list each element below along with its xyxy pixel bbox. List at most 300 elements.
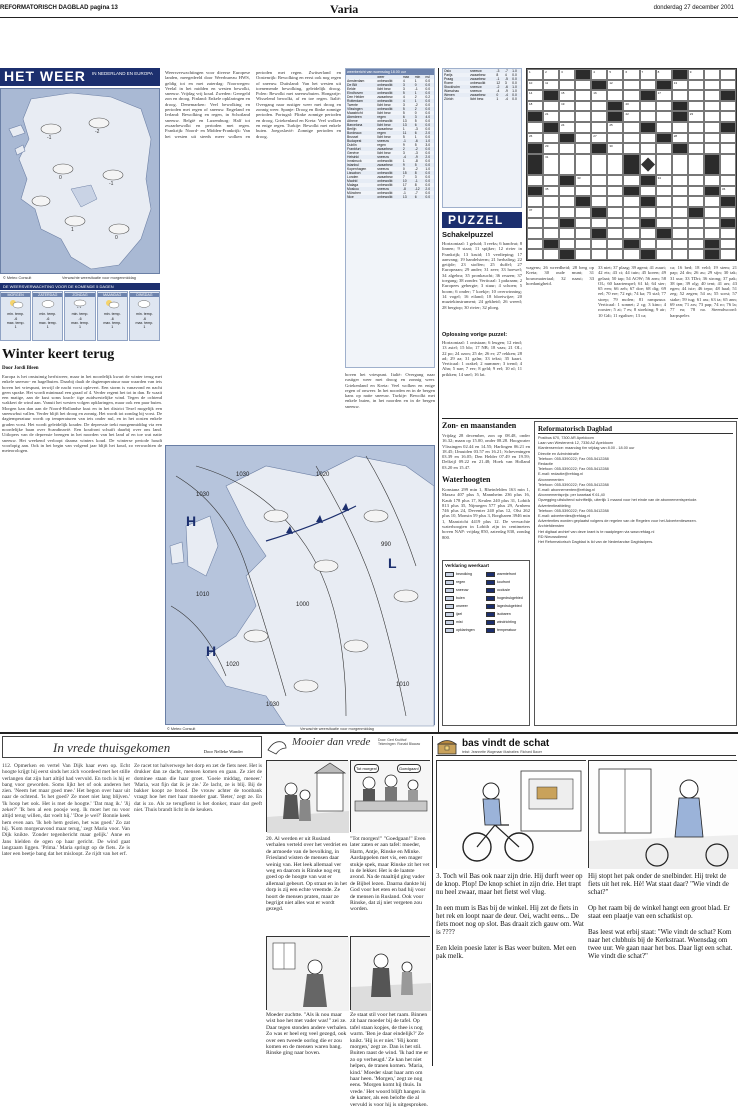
weather-table-continued xyxy=(442,68,522,208)
crossword-cell[interactable] xyxy=(720,175,736,186)
crossword-cell[interactable] xyxy=(672,154,688,175)
table-cell: regen xyxy=(377,115,386,119)
cell-number: 20 xyxy=(625,101,629,106)
crossword-cell[interactable] xyxy=(623,218,639,229)
crossword-cell[interactable] xyxy=(672,186,688,197)
crossword-cell[interactable] xyxy=(720,249,736,260)
crossword-cell[interactable] xyxy=(688,90,704,101)
crossword-cell[interactable] xyxy=(591,249,607,260)
cell-number: 6 xyxy=(625,70,628,74)
crossword-cell[interactable] xyxy=(688,69,704,80)
crossword-cell[interactable] xyxy=(607,218,623,229)
legend-label: bewolking xyxy=(456,572,472,576)
comic-caption: "Tot morgen!" "Goedgaan!" Even later zaten er aan tafel: moeder, Harm, Antje, Rinske en Minke. Aardappelen met vis, een mager stukje spek, maar Rinske zit het vet in de lekker. Het is de laatste avond. Na de maaltijd ging vader de Bijbel lezen. Daarna dankte hij God voor het eten en bad hij voor de mensen in Rusland. Ook voor Rinske, dat zij niet vergeten zou worden. xyxy=(350,836,430,913)
table-cell: 3 xyxy=(402,103,405,107)
table-cell: 1 xyxy=(414,91,417,95)
table-cell: sneeuw xyxy=(470,69,482,73)
crossword-cell[interactable] xyxy=(623,101,639,112)
forecast-min-label: min. temp. xyxy=(7,312,24,317)
crossword-cell[interactable] xyxy=(591,101,607,112)
crossword-cell[interactable] xyxy=(559,228,575,239)
crossword-cell[interactable] xyxy=(559,90,575,101)
crossword-block xyxy=(704,154,720,175)
table-cell: onbewolkt xyxy=(377,83,393,87)
crossword-cell[interactable] xyxy=(688,239,704,250)
table-cell: 0.0 xyxy=(425,171,431,175)
table-cell: Twente xyxy=(347,103,358,107)
crossword-cell[interactable] xyxy=(623,228,639,239)
crossword-cell[interactable] xyxy=(607,154,623,175)
dove-icon xyxy=(266,736,288,758)
crossword-cell[interactable] xyxy=(591,133,607,144)
crossword-cell[interactable] xyxy=(656,111,672,122)
table-cell: licht bew. xyxy=(377,111,392,115)
crossword-cell[interactable] xyxy=(543,228,559,239)
crossword-cell[interactable] xyxy=(688,111,704,122)
table-cell: Brussel xyxy=(347,135,359,139)
crossword-cell[interactable] xyxy=(672,196,688,207)
legend-label: buien xyxy=(456,596,465,600)
crossword-cell[interactable] xyxy=(575,218,591,229)
crossword-cell[interactable] xyxy=(607,249,623,260)
crossword-cell[interactable] xyxy=(688,175,704,186)
crossword-cell[interactable] xyxy=(672,133,688,144)
crossword-cell[interactable] xyxy=(591,111,607,122)
table-cell: 1 xyxy=(402,127,405,131)
crossword-cell[interactable] xyxy=(688,143,704,154)
crossword-cell[interactable] xyxy=(559,111,575,122)
crossword-cell[interactable] xyxy=(672,207,688,218)
comic-panel xyxy=(350,936,430,1010)
crossword-cell[interactable] xyxy=(591,122,607,133)
table-cell: onbewolkt xyxy=(377,191,393,195)
table-cell: 0 xyxy=(414,111,417,115)
crossword-cell[interactable] xyxy=(591,154,607,175)
table-cell: zwaarbew. xyxy=(470,73,487,77)
crossword-cell[interactable] xyxy=(527,80,543,91)
colophon-line: Telefoon: 055-5390222; Fax 055-5412288 xyxy=(538,467,609,472)
crossword-block xyxy=(575,69,591,80)
crossword-cell[interactable] xyxy=(543,196,559,207)
colophon-line: E-mail: redactie@refdag.nl xyxy=(538,472,584,477)
crossword-cell[interactable] xyxy=(704,101,720,112)
crossword-cell[interactable] xyxy=(704,90,720,101)
crossword-cell[interactable] xyxy=(607,239,623,250)
table-cell: -8 xyxy=(402,187,406,191)
crossword-block xyxy=(704,249,720,260)
crossword-block xyxy=(640,90,656,101)
crossword-cell[interactable] xyxy=(543,133,559,144)
cell-number: 17 xyxy=(657,91,661,96)
crossword-cell[interactable] xyxy=(575,90,591,101)
forecast-max-label: max. temp. xyxy=(38,320,57,325)
table-cell: 1 xyxy=(414,135,417,139)
table-cell: Zürich xyxy=(444,97,454,101)
crossword-cell[interactable] xyxy=(575,239,591,250)
bas-story: Hij stopt het pak onder de snelbinder. Hij trekt de fiets uit het rek. Hè! Wat staat daar? "Wie vindt de schat?" Op het raam bij de winkel hangt een groot blad. Er staat een plaatje van een schatkist op. Bas leest wat erbij staat: "Wie vindt de schat? Kom naar het clubhuis bij de Kerkstraat. Woensdag om twee uur. We gaan naar het bos. Daar ligt een schat. Wie vindt die schat?" xyxy=(588,872,733,960)
crossword-cell[interactable] xyxy=(720,143,736,154)
table-cell: -1 xyxy=(496,77,500,81)
crossword-cell[interactable] xyxy=(543,143,559,154)
crossword-cell[interactable] xyxy=(591,90,607,101)
table-cell: 0.0 xyxy=(425,99,431,103)
crossword-cell[interactable] xyxy=(656,249,672,260)
crossword-cell[interactable] xyxy=(607,207,623,218)
forecast-min: -6 xyxy=(78,316,82,321)
legend-symbol-icon xyxy=(445,604,454,609)
crossword-cell[interactable] xyxy=(527,122,543,133)
crossword-cell[interactable] xyxy=(640,207,656,218)
crossword-cell[interactable] xyxy=(688,80,704,91)
crossword-cell[interactable] xyxy=(607,133,623,144)
crossword-cell[interactable] xyxy=(543,101,559,112)
table-cell: -3 xyxy=(496,69,500,73)
colophon-line: E-mail: abonnementen@refdag.nl xyxy=(538,488,595,493)
crossword-cell[interactable] xyxy=(656,101,672,112)
table-cell: 3 xyxy=(402,151,405,155)
crossword-cell[interactable] xyxy=(575,133,591,144)
crossword-cell[interactable] xyxy=(591,196,607,207)
crossword-cell[interactable] xyxy=(591,69,607,80)
crossword-cell[interactable] xyxy=(656,90,672,101)
crossword-cell[interactable] xyxy=(543,186,559,197)
forecast-max: 1 xyxy=(14,325,17,330)
table-cell: Kopenhagen xyxy=(347,167,367,171)
crossword-cell[interactable] xyxy=(656,154,672,175)
crossword-cell[interactable] xyxy=(527,218,543,229)
crossword-cell[interactable] xyxy=(704,69,720,80)
crossword-cell[interactable] xyxy=(591,175,607,186)
crossword-cell[interactable] xyxy=(672,249,688,260)
table-cell: regen xyxy=(377,131,386,135)
table-cell: 2.0 xyxy=(425,187,431,191)
legend-label: windrichting xyxy=(497,620,516,624)
crossword-cell[interactable] xyxy=(672,122,688,133)
crossword-cell[interactable] xyxy=(623,249,639,260)
crossword-cell[interactable] xyxy=(688,154,704,175)
crossword-block xyxy=(559,249,575,260)
crossword-cell[interactable] xyxy=(559,80,575,91)
crossword-cell[interactable] xyxy=(543,69,559,80)
speech-balloon: Goedgaan! xyxy=(399,766,419,771)
crossword-cell[interactable] xyxy=(607,186,623,197)
crossword-cell[interactable] xyxy=(623,207,639,218)
table-cell: 0.0 xyxy=(425,195,431,199)
crossword-cell[interactable] xyxy=(543,249,559,260)
legend-symbol-icon xyxy=(445,580,454,585)
colophon-line: Postbus 670, 7300 AR Apeldoorn xyxy=(538,436,594,440)
crossword-cell[interactable] xyxy=(543,175,559,186)
svg-text:-1: -1 xyxy=(47,135,52,141)
bas-illustration xyxy=(588,760,737,868)
crossword-cell[interactable] xyxy=(720,228,736,239)
crossword-block xyxy=(591,207,607,218)
crossword-cell[interactable] xyxy=(575,122,591,133)
comic-caption: Moeder zuchtte. "Als ik nou maar wist hoe het met vader was!" zei ze. Daar tegen stonden andere verhalen. Zo was er heel erg veel gezegd, ook over een tweede oorlog die er zou komen en de mensen waren bang. Rinske ging naar boven. xyxy=(266,1012,348,1057)
crossword-cell[interactable] xyxy=(559,186,575,197)
cell-number: 21 xyxy=(545,112,549,117)
legend-label: opklaringen xyxy=(456,628,475,632)
cell-number: 19 xyxy=(561,101,565,106)
table-cell: 0.0 xyxy=(425,119,431,123)
crossword-cell[interactable] xyxy=(704,143,720,154)
crossword-cell[interactable] xyxy=(575,143,591,154)
crossword-cell[interactable] xyxy=(688,218,704,229)
crossword-cell[interactable] xyxy=(559,207,575,218)
crossword-cell[interactable] xyxy=(688,228,704,239)
crossword-cell[interactable] xyxy=(591,218,607,229)
crossword-cell[interactable] xyxy=(720,101,736,112)
crossword-cell[interactable] xyxy=(527,228,543,239)
crossword-cell[interactable] xyxy=(527,249,543,260)
crossword-cell[interactable] xyxy=(704,175,720,186)
svg-text:-2: -2 xyxy=(95,129,100,135)
crossword-block xyxy=(720,196,736,207)
crossword-cell[interactable] xyxy=(559,69,575,80)
crossword-cell[interactable] xyxy=(591,186,607,197)
crossword-cell[interactable] xyxy=(607,143,623,154)
crossword-cell[interactable] xyxy=(704,111,720,122)
comic-panel xyxy=(266,760,348,832)
table-cell: Oslo xyxy=(444,69,451,73)
crossword-cell[interactable] xyxy=(527,133,543,144)
colophon xyxy=(534,421,737,726)
puzzle-solution-column: 33 niet; 37 plaag; 39 agent; 41 zuurt; 42 ets; 43 ci; 44 tuin; 45 koren; 49 gelaat; 50 tap; 54 AOW; 56 arm; 58 OL; 60 kaartenspel; 61 kl; 64 sier; 65 een; 66 zeh; 67 doe; 68 dig; 69 eel; 70 ere; 72 egt; 74 ka; 75 stal; 77 stoep; 79 molen; 81 rampzuur. Verticaal: 1 sonnet; 2 cg; 3 kino; 4 rooster; 5 ai; 7 es; 8 stoeking; 9 air; 10 Gdi; 11 egaliser; 13 ca; xyxy=(598,265,666,318)
crossword-cell[interactable] xyxy=(688,249,704,260)
crossword-cell[interactable] xyxy=(591,239,607,250)
crossword-cell[interactable] xyxy=(640,80,656,91)
cell-number: 34 xyxy=(657,176,661,181)
crossword-cell[interactable] xyxy=(527,207,543,218)
table-cell: 1.0 xyxy=(425,139,431,143)
crossword-cell[interactable] xyxy=(672,228,688,239)
crossword-cell[interactable] xyxy=(607,196,623,207)
crossword-cell[interactable] xyxy=(672,239,688,250)
table-cell: 1 xyxy=(414,99,417,103)
crossword-cell[interactable] xyxy=(575,186,591,197)
crossword-cell[interactable] xyxy=(623,175,639,186)
crossword-cell[interactable] xyxy=(720,111,736,122)
table-cell: -5 xyxy=(504,77,508,81)
crossword-block xyxy=(527,111,543,122)
crossword-cell[interactable] xyxy=(527,69,543,80)
crossword-cell[interactable] xyxy=(640,239,656,250)
colophon-line: Het Reformatorisch Dagblad is lid van de Nederlandse Dagbladpers. xyxy=(538,540,654,545)
crossword-cell[interactable] xyxy=(704,207,720,218)
crossword-cell[interactable] xyxy=(656,143,672,154)
cell-number: 35 xyxy=(545,186,549,191)
crossword-cell[interactable] xyxy=(575,101,591,112)
table-cell: -2 xyxy=(414,103,418,107)
crossword-cell[interactable] xyxy=(543,218,559,229)
crossword-cell[interactable] xyxy=(527,90,543,101)
table-cell: onbewolkt xyxy=(377,91,393,95)
crossword-cell[interactable] xyxy=(672,175,688,186)
crossword-cell[interactable] xyxy=(688,101,704,112)
table-cell: 5 xyxy=(402,107,405,111)
colophon-line: Archiefdiensten xyxy=(538,524,565,529)
crossword-cell[interactable] xyxy=(720,239,736,250)
pressure-label: 1000 xyxy=(296,602,310,608)
table-cell: 2.0 xyxy=(425,131,431,135)
crossword-cell[interactable] xyxy=(607,69,623,80)
crossword-cell[interactable] xyxy=(575,207,591,218)
cell-number: 36 xyxy=(721,186,726,191)
table-cell: 13 xyxy=(402,119,407,123)
crossword-cell[interactable] xyxy=(527,239,543,250)
crossword-cell[interactable] xyxy=(575,175,591,186)
table-cell: 5 xyxy=(402,111,405,115)
crossword-cell[interactable] xyxy=(575,228,591,239)
crossword-cell[interactable] xyxy=(559,101,575,112)
table-cell: 6 xyxy=(414,123,417,127)
crossword-cell[interactable] xyxy=(527,101,543,112)
crossword-cell[interactable] xyxy=(704,196,720,207)
crossword-cell[interactable] xyxy=(543,80,559,91)
crossword-cell[interactable] xyxy=(623,143,639,154)
crossword-cell[interactable] xyxy=(704,228,720,239)
crossword-cell[interactable] xyxy=(559,154,575,175)
crossword-cell[interactable] xyxy=(527,175,543,186)
high-pressure-label: H xyxy=(186,513,197,529)
crossword-block xyxy=(527,143,543,154)
crossword-cell[interactable] xyxy=(640,228,656,239)
crossword-cell[interactable] xyxy=(607,228,623,239)
crossword-cell[interactable] xyxy=(623,90,639,101)
svg-text:0: 0 xyxy=(59,175,62,181)
forecast-max: 1 xyxy=(79,325,81,330)
table-cell: 0.0 xyxy=(425,107,431,111)
crossword-cell[interactable] xyxy=(656,69,672,80)
crossword-cell[interactable] xyxy=(575,80,591,91)
crossword-cell[interactable] xyxy=(543,207,559,218)
cell-number: 11 xyxy=(545,80,549,85)
crossword-cell[interactable] xyxy=(559,196,575,207)
crossword-cell[interactable] xyxy=(543,154,559,175)
puzzle-clues-column: wagens; 26 wreedheid; 28 berg op Kreta; 30 oude munt; 31 bouwmateriaal; 32 naast; 33 hoedanigheid. xyxy=(526,265,594,286)
crossword-cell[interactable] xyxy=(607,90,623,101)
crossword-cell[interactable] xyxy=(688,186,704,197)
crossword-cell[interactable] xyxy=(672,218,688,229)
crossword-cell[interactable] xyxy=(656,207,672,218)
table-cell: -3 xyxy=(414,151,418,155)
comic-title: Mooier dan vrede xyxy=(292,736,371,748)
table-cell: 2 xyxy=(414,95,417,99)
crossword-cell[interactable] xyxy=(656,218,672,229)
crossword-cell[interactable] xyxy=(623,196,639,207)
forecast-min-label: min. temp. xyxy=(71,312,89,317)
crossword-cell[interactable] xyxy=(575,249,591,260)
crossword-cell[interactable] xyxy=(704,133,720,144)
table-cell: 4 xyxy=(504,73,507,77)
crossword-cell[interactable] xyxy=(575,154,591,175)
table-cell: -3 xyxy=(414,127,418,131)
crossword-cell[interactable] xyxy=(640,111,656,122)
crossword-cell[interactable] xyxy=(623,133,639,144)
table-cell: 9 xyxy=(402,143,405,147)
table-cell: 0.0 xyxy=(512,97,517,101)
crossword-cell[interactable] xyxy=(640,133,656,144)
table-cell: sneeuw xyxy=(470,85,482,89)
crossword-cell[interactable] xyxy=(656,196,672,207)
crossword-cell[interactable] xyxy=(575,111,591,122)
crossword-cell[interactable] xyxy=(559,143,575,154)
table-cell: -1 xyxy=(414,87,418,91)
crossword-cell[interactable] xyxy=(640,154,656,175)
crossword-block xyxy=(720,90,736,101)
crossword-cell[interactable] xyxy=(656,186,672,197)
forecast-max-label: max. temp. xyxy=(6,320,25,325)
colophon-title: Reformatorisch Dagblad xyxy=(538,425,733,434)
crossword-cell[interactable] xyxy=(527,196,543,207)
table-cell: onbewolkt xyxy=(377,179,393,183)
table-cell: 0.0 xyxy=(425,163,431,167)
crossword-cell[interactable] xyxy=(656,239,672,250)
legend-symbol-icon xyxy=(445,572,454,577)
table-cell: Praag xyxy=(444,77,454,81)
crossword-cell[interactable] xyxy=(623,111,639,122)
crossword-cell[interactable] xyxy=(623,122,639,133)
crossword-cell[interactable] xyxy=(672,90,688,101)
crossword-block xyxy=(704,186,720,197)
crossword-cell[interactable] xyxy=(623,69,639,80)
forecast-day xyxy=(0,291,31,341)
crossword-cell[interactable] xyxy=(720,69,736,80)
crossword-cell[interactable] xyxy=(720,133,736,144)
forecast-day-label: DINSDAG xyxy=(130,293,159,297)
crossword-cell[interactable] xyxy=(720,186,736,197)
table-cell: 0.0 xyxy=(425,87,431,91)
table-cell: 6 xyxy=(402,115,405,119)
crossword-cell[interactable] xyxy=(640,186,656,197)
crossword-cell[interactable] xyxy=(607,122,623,133)
crossword-cell[interactable] xyxy=(704,218,720,229)
crossword-cell[interactable] xyxy=(688,133,704,144)
crossword-cell[interactable] xyxy=(559,122,575,133)
crossword-cell[interactable] xyxy=(672,80,688,91)
crossword-cell[interactable] xyxy=(704,122,720,133)
city-table-continued xyxy=(443,69,521,101)
pressure-label: 1020 xyxy=(316,472,330,478)
crossword-cell[interactable] xyxy=(656,122,672,133)
crossword-cell[interactable] xyxy=(559,239,575,250)
crossword-cell[interactable] xyxy=(704,80,720,91)
crossword-cell[interactable] xyxy=(688,122,704,133)
crossword-cell[interactable] xyxy=(720,207,736,218)
crossword-cell[interactable] xyxy=(543,111,559,122)
legend-label: warmtefront xyxy=(497,572,516,576)
table-cell: -2 xyxy=(496,85,500,89)
crossword-cell[interactable] xyxy=(656,175,672,186)
crossword-block xyxy=(607,101,623,112)
cloud-icon xyxy=(136,299,152,309)
crossword-cell[interactable] xyxy=(640,101,656,112)
column-title-box xyxy=(2,736,262,758)
table-cell: Berlijn xyxy=(347,127,357,131)
crossword-cell[interactable] xyxy=(607,80,623,91)
crossword-cell[interactable] xyxy=(720,154,736,175)
table-cell: Madrid xyxy=(347,179,358,183)
crossword-cell[interactable] xyxy=(623,80,639,91)
comic-caption: 20. Al werden er uit Rusland verhalen verteld over het verdriet en de armoede van de bevolking, in Friesland wisten de mensen daar weinig van. Het leek allemaal ver weg en daarom is Rinske nog erg goed op de hoogte van wat er allemaal gebeurt. Op straat en in het dorp is zij een echte vreemde. Ze hoort de mensen praten, maar ze begrijpt niet alles wat er wordt gezegd. xyxy=(266,836,348,913)
table-cell: 0 xyxy=(496,93,499,97)
crossword-cell[interactable] xyxy=(720,80,736,91)
crossword-block xyxy=(656,228,672,239)
crossword-cell[interactable] xyxy=(640,69,656,80)
crossword-cell[interactable] xyxy=(607,175,623,186)
crossword-cell[interactable] xyxy=(640,143,656,154)
crossword-cell[interactable] xyxy=(688,196,704,207)
